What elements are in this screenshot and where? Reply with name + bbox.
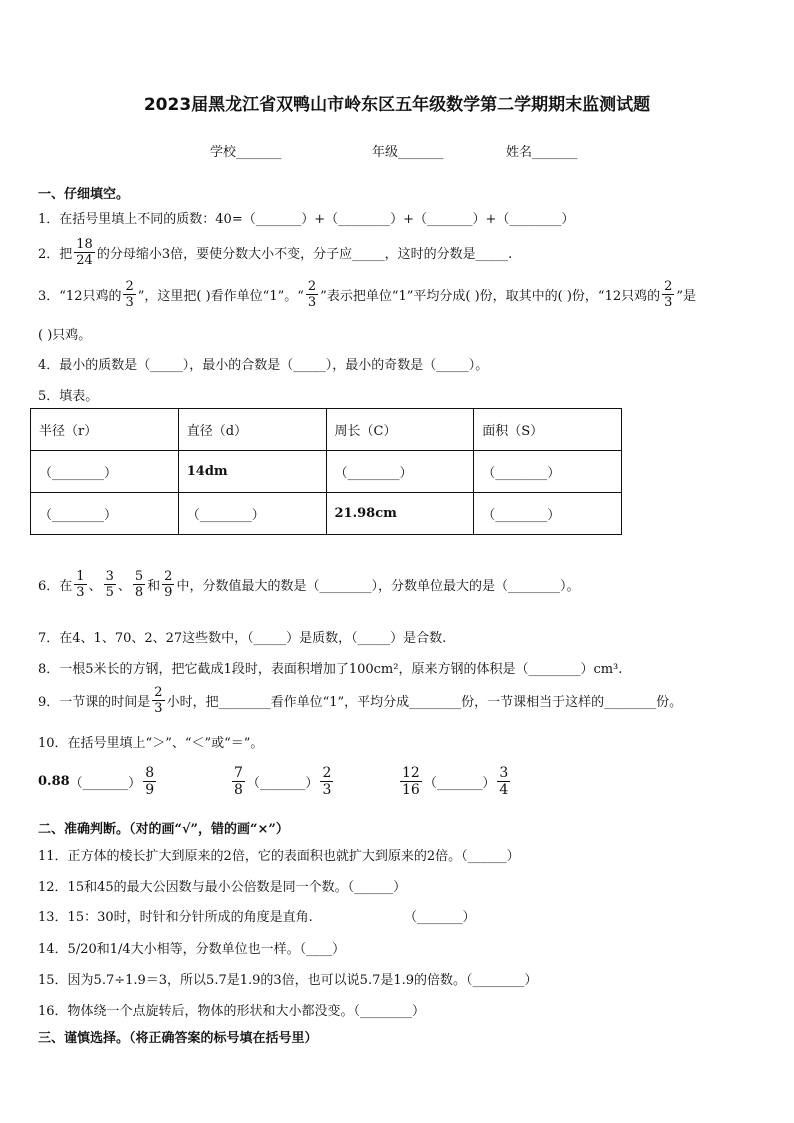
question-3-part: ”是 — [676, 289, 697, 304]
question-6 — [38, 570, 579, 599]
fill-table — [30, 408, 622, 535]
question-3 — [38, 280, 696, 309]
section-3-heading: 三、谨慎选择。（将正确答案的标号填在括号里） — [38, 1031, 318, 1046]
compare-blank: （_______） — [423, 776, 496, 791]
table-cell: （________） — [31, 493, 179, 535]
question-6-part: 和 — [147, 579, 161, 594]
question-10-item-a — [38, 766, 158, 797]
fraction: $\frac{5}{8}$ — [134, 569, 144, 600]
question-12: 12．15和45的最大公因数与最小公倍数是同一个数。（______） — [38, 880, 407, 895]
question-11: 11．正方体的棱长扩大到原来的2倍，它的表面积也就扩大到原来的2倍。（______） — [38, 849, 520, 864]
question-5: 5．填表。 — [38, 389, 99, 404]
question-8: 8．一根5米长的方钢，把它截成1段时，表面积增加了100cm²，原来方钢的体积是（________）cm³. — [38, 662, 623, 677]
question-10-item-b — [230, 766, 335, 797]
question-2-post: 的分母缩小3倍，要使分数大小不变，分子应_____，这时的分数是_____. — [96, 247, 513, 262]
fraction: $\frac{2}{3}$ — [154, 685, 163, 716]
question-2 — [38, 238, 512, 267]
fraction: $\frac{3}{4}$ — [499, 765, 509, 798]
table-header: 面积（S） — [474, 409, 622, 451]
page-title: 2023届黑龙江省双鸭山市岭东区五年级数学第二学期期末监测试题 — [143, 95, 651, 115]
table-cell: 14dm — [178, 451, 326, 493]
fraction: $\frac{2}{9}$ — [164, 569, 173, 600]
question-6-part: 中，分数值最大的数是（________），分数单位最大的是（________）。 — [176, 579, 580, 594]
question-13: 13．15：30时，时针和分针所成的角度是直角. — [38, 910, 313, 925]
fraction: $\frac{7}{8}$ — [234, 765, 243, 798]
table-cell: （________） — [178, 493, 326, 535]
question-6-part: 6．在 — [38, 579, 73, 594]
question-9-part: 9．一节课的时间是 — [38, 695, 151, 710]
question-3-part: ”，这里把( )看作单位“1”。“ — [137, 289, 304, 304]
table-cell: 21.98cm — [326, 493, 474, 535]
question-10-item-c — [398, 766, 512, 797]
compare-blank: （_______） — [246, 776, 319, 791]
table-header: 直径（d） — [178, 409, 326, 451]
table-row — [31, 493, 622, 535]
compare-blank: （_______） — [69, 776, 142, 791]
name-field: 姓名_______ — [506, 145, 578, 160]
grade-field: 年级_______ — [372, 145, 444, 160]
question-9-part: 小时，把________看作单位“1”，平均分成________份，一节课相当于这样的________份。 — [166, 695, 683, 710]
fraction: $\frac{2}{3}$ — [125, 279, 134, 310]
question-3-line2: ( )只鸡。 — [38, 328, 92, 343]
table-cell: （________） — [474, 493, 622, 535]
fraction: $\frac{12}{16}$ — [402, 765, 420, 798]
question-3-part: 3．“12只鸡的 — [38, 289, 122, 304]
fraction: $\frac{18}{24}$ — [76, 237, 93, 268]
table-cell: （________） — [474, 451, 622, 493]
fraction: $\frac{3}{5}$ — [105, 569, 114, 600]
question-6-part: 、 — [88, 579, 102, 594]
question-14: 14．5/20和1/4大小相等，分数单位也一样。（____） — [38, 942, 346, 957]
question-9 — [38, 686, 682, 715]
question-7: 7．在4、1、70、2、27这些数中，（_____）是质数，（_____）是合数. — [38, 631, 447, 646]
fraction: $\frac{2}{3}$ — [664, 279, 673, 310]
question-6-part: 、 — [117, 579, 131, 594]
table-cell: （________） — [326, 451, 474, 493]
fraction: $\frac{2}{3}$ — [322, 765, 332, 798]
question-15: 15．因为5.7÷1.9＝3，所以5.7是1.9的3倍，也可以说5.7是1.9的倍数。（________） — [38, 973, 538, 988]
school-field: 学校_______ — [210, 145, 282, 160]
table-row — [31, 409, 622, 451]
question-4: 4．最小的质数是（_____），最小的合数是（_____），最小的奇数是（_____）。 — [38, 358, 489, 373]
section-2-heading: 二、准确判断。（对的画“√”，错的画“×”） — [38, 822, 289, 837]
question-16: 16．物体绕一个点旋转后，物体的形状和大小都没变。（________） — [38, 1004, 426, 1019]
fraction: $\frac{8}{9}$ — [145, 765, 155, 798]
question-3-part: ”表示把单位“1”平均分成( )份，取其中的( )份，“12只鸡的 — [320, 289, 661, 304]
table-cell: （________） — [31, 451, 179, 493]
question-13-blank: （_______） — [404, 910, 476, 925]
section-1-heading: 一、仔细填空。 — [38, 187, 130, 202]
fraction: $\frac{1}{3}$ — [76, 569, 85, 600]
question-2-pre: 2．把 — [38, 247, 73, 262]
question-1: 1．在括号里填上不同的质数：40=（_______）+（________）+（_______）+（________） — [38, 212, 575, 227]
table-row — [31, 451, 622, 493]
fraction: $\frac{2}{3}$ — [307, 279, 317, 310]
question-10: 10．在括号里填上“＞”、“＜”或“＝”。 — [38, 736, 264, 751]
table-header: 半径（r） — [31, 409, 179, 451]
compare-value: 0.88 — [38, 774, 70, 789]
table-header: 周长（C） — [326, 409, 474, 451]
